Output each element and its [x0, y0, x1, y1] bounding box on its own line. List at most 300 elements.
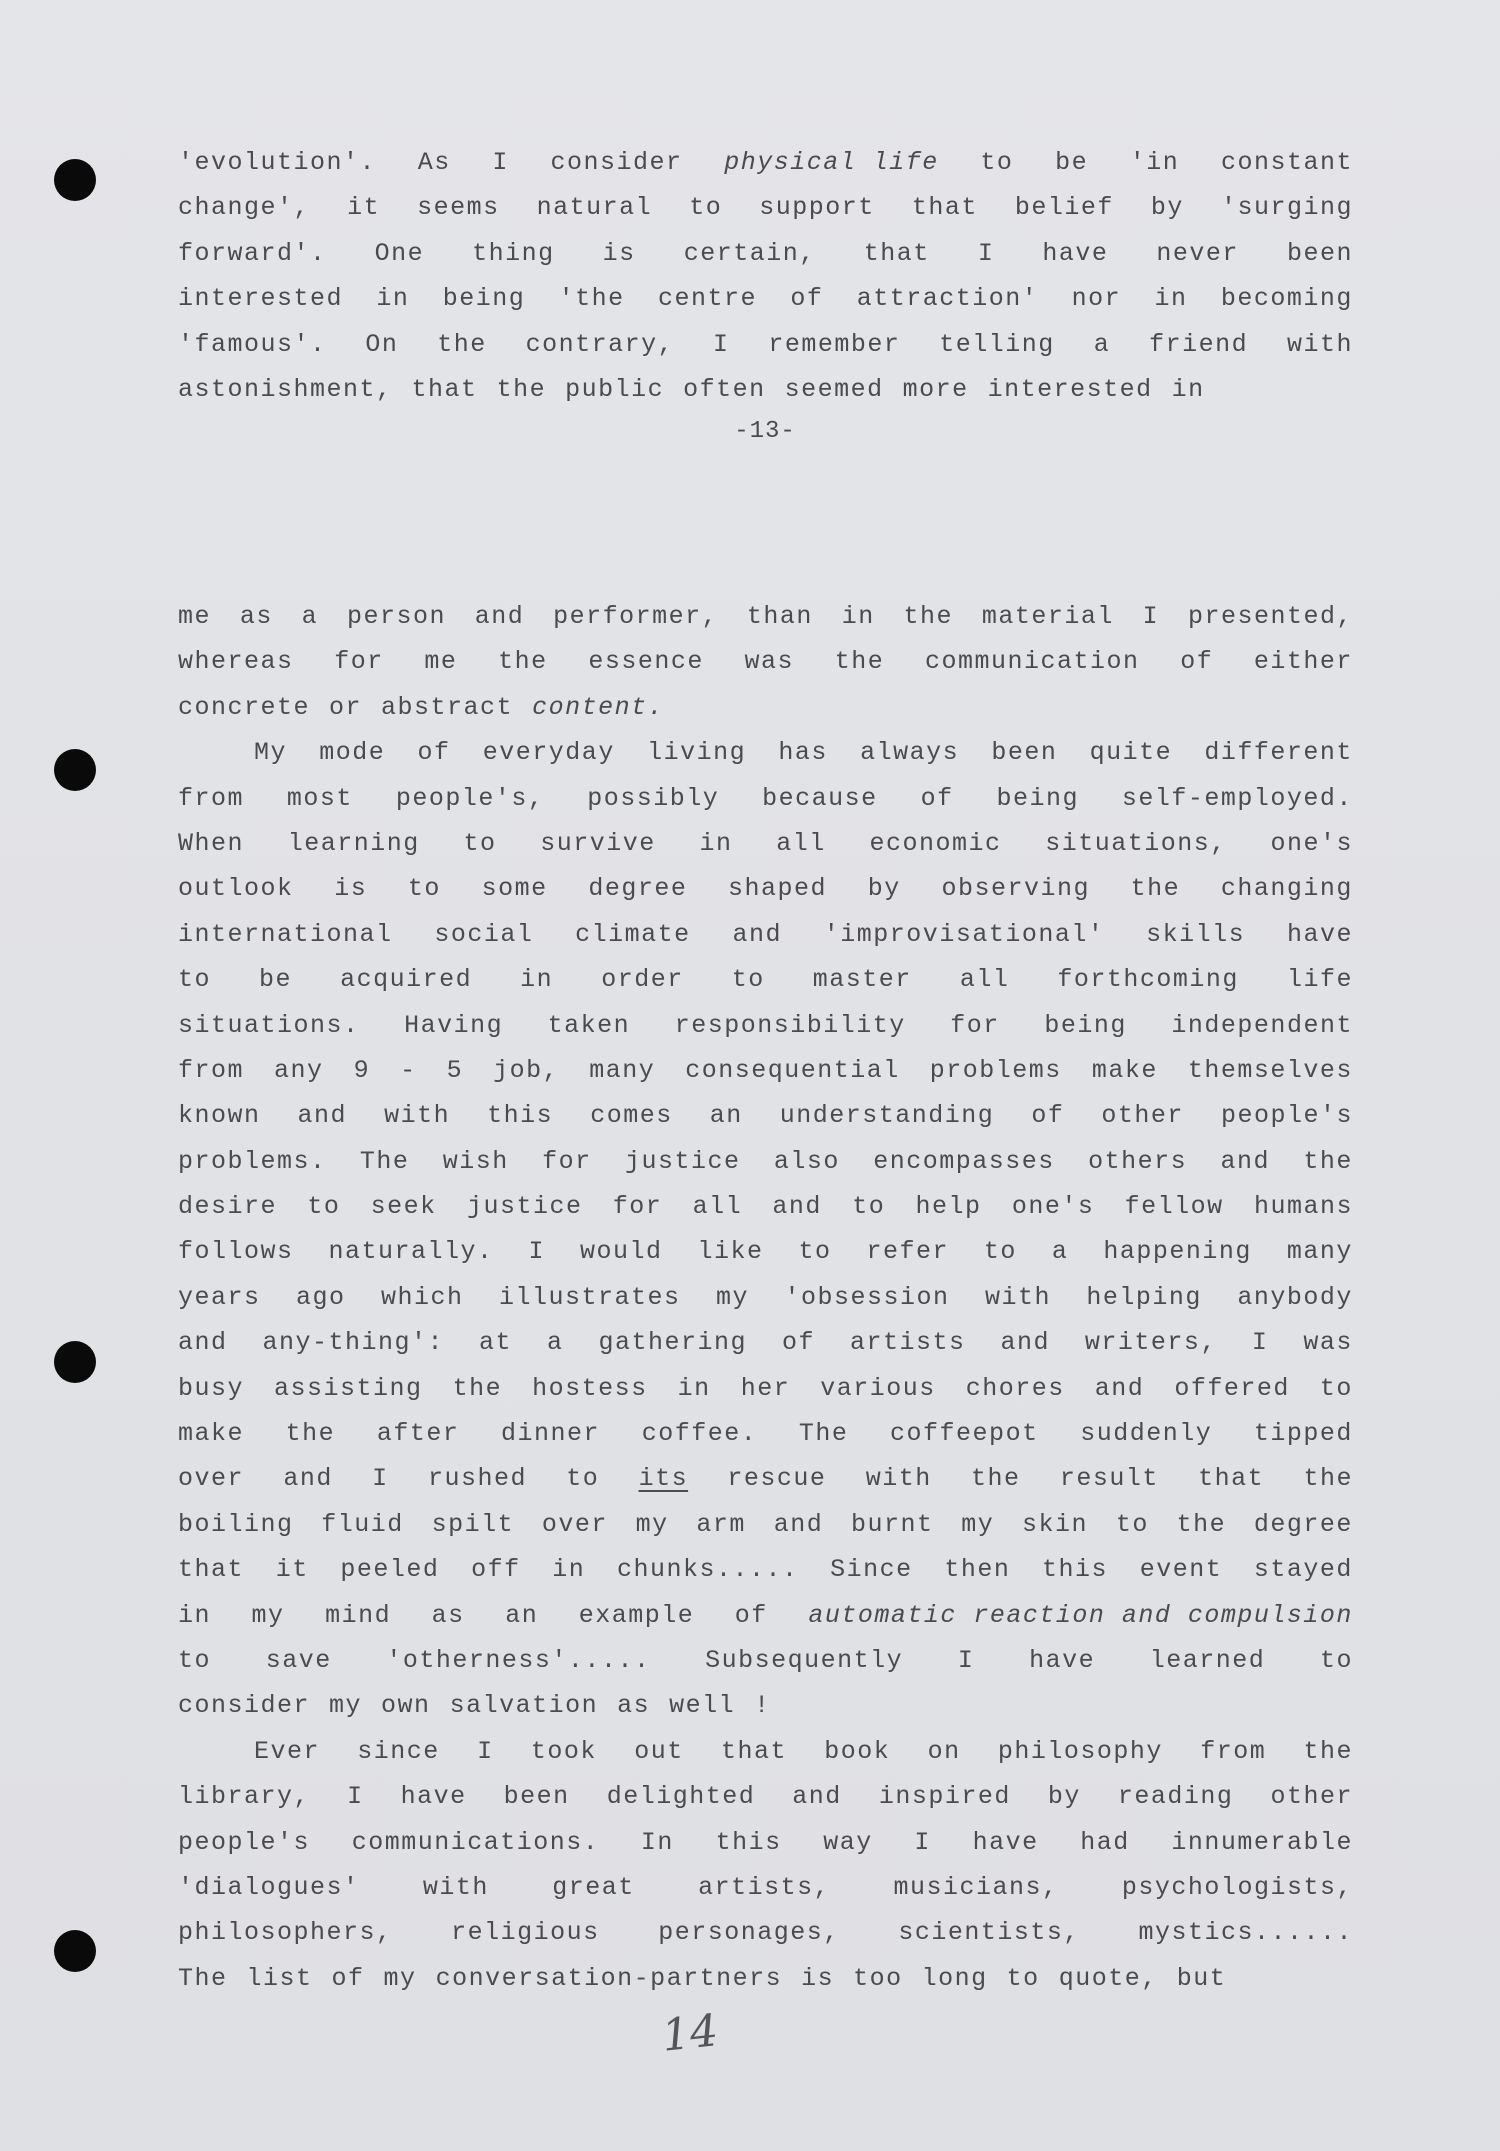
- word: as: [431, 1600, 465, 1630]
- word: I: [528, 1237, 546, 1267]
- word: in: [1154, 284, 1188, 314]
- word: of: [1031, 1101, 1065, 1131]
- word: example: [578, 1600, 695, 1630]
- word: the: [498, 647, 548, 677]
- word: religious: [451, 1918, 600, 1948]
- word: to: [463, 828, 497, 858]
- word: has: [778, 738, 828, 768]
- word: tipped: [1253, 1419, 1353, 1449]
- word: being: [996, 783, 1079, 813]
- word: Ever: [254, 1736, 321, 1766]
- word: book: [824, 1736, 891, 1766]
- word: refer: [866, 1237, 949, 1267]
- word: 'famous'.: [178, 329, 327, 359]
- word: automatic reaction and compulsion: [808, 1600, 1353, 1630]
- word: shaped: [728, 874, 828, 904]
- word: independent: [1171, 1010, 1353, 1040]
- word: 'evolution'.: [178, 148, 377, 177]
- word: nor: [1071, 284, 1122, 314]
- word: desire: [178, 1192, 278, 1222]
- word: well: [669, 1691, 736, 1721]
- word: justice: [466, 1192, 583, 1222]
- word: mystics......: [1138, 1918, 1353, 1948]
- word: was: [744, 647, 795, 677]
- word: I: [957, 1645, 975, 1675]
- text-line: [178, 1275, 1353, 1320]
- word: international: [178, 919, 393, 949]
- word: a: [301, 602, 319, 631]
- word: social: [434, 919, 534, 949]
- word: also: [773, 1146, 840, 1176]
- word: contrary,: [525, 329, 675, 359]
- word: any-thing':: [262, 1328, 445, 1358]
- text-line: [178, 1502, 1353, 1547]
- word: degree: [588, 874, 688, 904]
- text-line: [178, 1638, 1353, 1683]
- word: or: [329, 692, 363, 722]
- word: climate: [575, 919, 691, 949]
- word: themselves: [1187, 1055, 1353, 1085]
- word: gathering: [598, 1328, 747, 1358]
- word: artists: [849, 1328, 966, 1358]
- word: result: [1059, 1464, 1159, 1494]
- word: library,: [178, 1782, 311, 1812]
- text-line: [178, 367, 1353, 412]
- word: master: [812, 965, 912, 995]
- word: mind: [325, 1600, 392, 1630]
- word: the: [496, 374, 547, 404]
- word: as: [239, 602, 273, 631]
- word: its: [638, 1464, 689, 1494]
- word: all: [959, 965, 1010, 995]
- word: I: [977, 238, 995, 268]
- word: boiling: [178, 1509, 294, 1539]
- word: peeled: [340, 1555, 440, 1585]
- text-line: [178, 1139, 1353, 1184]
- word: and: [474, 602, 525, 631]
- word: !: [754, 1691, 771, 1721]
- word: problems.: [178, 1146, 327, 1176]
- word: which: [380, 1282, 464, 1312]
- word: burnt: [850, 1509, 934, 1539]
- word: rushed: [427, 1464, 527, 1494]
- word: it: [275, 1555, 309, 1585]
- word: then: [944, 1555, 1011, 1585]
- word: to: [178, 1645, 212, 1675]
- word: and: [283, 1464, 333, 1494]
- word: by: [867, 874, 901, 904]
- word: encompasses: [873, 1146, 1055, 1176]
- word: The: [798, 1419, 849, 1449]
- word: Subsequently: [705, 1645, 904, 1675]
- word: In: [640, 1827, 674, 1857]
- word: support: [759, 193, 875, 223]
- word: any: [274, 1055, 324, 1085]
- word: in: [520, 965, 554, 995]
- word: person: [346, 602, 446, 631]
- word: other: [1101, 1101, 1184, 1131]
- word: that: [411, 374, 478, 404]
- word: out: [634, 1736, 684, 1766]
- word: problems: [929, 1055, 1062, 1085]
- word: because: [762, 783, 878, 813]
- word: and: [773, 1509, 824, 1539]
- word: suddenly: [1080, 1419, 1213, 1449]
- word: that: [911, 193, 978, 223]
- text-line: [178, 685, 1353, 730]
- word: As: [417, 148, 451, 177]
- word: understanding: [779, 1101, 995, 1131]
- word: my: [961, 1509, 995, 1539]
- word: from: [1200, 1736, 1267, 1766]
- word: happening: [1103, 1237, 1252, 1267]
- word: 'in: [1129, 148, 1180, 177]
- word: seemed: [784, 374, 884, 404]
- word: I: [713, 329, 730, 359]
- word: essence: [588, 647, 704, 677]
- word: to: [178, 965, 212, 995]
- word: with: [865, 1464, 932, 1494]
- word: follows: [178, 1237, 294, 1267]
- word: and: [297, 1101, 348, 1131]
- word: arm: [696, 1509, 746, 1539]
- word: chores: [965, 1373, 1065, 1403]
- word: a: [1051, 1237, 1069, 1267]
- word: interested: [987, 374, 1153, 404]
- word: acquired: [340, 965, 473, 995]
- word: event: [1139, 1555, 1223, 1585]
- word: way: [823, 1827, 873, 1857]
- word: that: [178, 1555, 245, 1585]
- word: artists,: [698, 1872, 831, 1902]
- word: this: [715, 1827, 782, 1857]
- word: by: [1150, 193, 1184, 223]
- word: people's: [178, 1827, 311, 1857]
- word: to: [798, 1237, 832, 1267]
- word: with: [422, 1872, 489, 1902]
- word: and: [1000, 1328, 1050, 1358]
- word: consequential: [685, 1055, 900, 1085]
- word: this: [487, 1101, 554, 1131]
- word: fellow: [1124, 1192, 1224, 1222]
- word: personages,: [658, 1918, 840, 1948]
- word: make: [1091, 1055, 1158, 1085]
- word: in: [552, 1555, 586, 1585]
- word: job,: [493, 1055, 560, 1085]
- word: is: [334, 874, 368, 904]
- word: like: [697, 1237, 764, 1267]
- word: be: [1055, 148, 1089, 177]
- word: more: [902, 374, 969, 404]
- word: many: [589, 1055, 656, 1085]
- word: would: [579, 1237, 663, 1267]
- word: of: [331, 1963, 365, 1993]
- word: than: [746, 602, 813, 631]
- word: to: [1319, 1645, 1353, 1675]
- text-line: [178, 1820, 1353, 1865]
- text-line: [178, 639, 1353, 684]
- word: my: [715, 1282, 749, 1312]
- text-line: [178, 1366, 1353, 1411]
- text-line: [178, 1729, 1353, 1774]
- text-line: [178, 1184, 1353, 1229]
- word: learning: [287, 828, 420, 858]
- word: others: [1088, 1146, 1188, 1176]
- word: help: [915, 1192, 982, 1222]
- word: me: [178, 602, 212, 631]
- word: busy: [178, 1373, 245, 1403]
- word: philosophy: [997, 1736, 1163, 1766]
- word: been: [503, 1782, 570, 1812]
- word: offered: [1174, 1373, 1290, 1403]
- word: from: [178, 1055, 245, 1085]
- word: belief: [1014, 193, 1114, 223]
- word: a: [1093, 329, 1111, 359]
- word: forthcoming: [1057, 965, 1239, 995]
- text-line: [178, 1774, 1353, 1819]
- handwritten-page-number: 14: [659, 2005, 721, 2062]
- word: list: [246, 1963, 313, 1993]
- word: conversation-partners: [435, 1963, 783, 1993]
- word: centre: [658, 284, 758, 314]
- word: of: [920, 783, 954, 813]
- text-line: [178, 1456, 1353, 1501]
- word: inspired: [878, 1782, 1011, 1812]
- word: skin: [1022, 1509, 1089, 1539]
- word: ago: [295, 1282, 346, 1312]
- word: with: [384, 1101, 451, 1131]
- word: responsibility: [674, 1010, 906, 1040]
- word: writers,: [1084, 1328, 1217, 1358]
- word: the: [1176, 1509, 1227, 1539]
- word: various: [820, 1373, 936, 1403]
- word: people's,: [395, 783, 545, 813]
- word: quote,: [1058, 1963, 1158, 1993]
- word: becoming: [1220, 284, 1353, 314]
- word: and: [772, 1192, 822, 1222]
- word: took: [530, 1736, 597, 1766]
- word: Since: [830, 1555, 913, 1585]
- word: great: [552, 1872, 635, 1902]
- text-line: [178, 730, 1353, 775]
- word: humans: [1253, 1192, 1353, 1222]
- word: situations,: [1045, 828, 1227, 858]
- word: for: [542, 1146, 592, 1176]
- word: being: [442, 284, 526, 314]
- word: an: [709, 1101, 743, 1131]
- word: to: [852, 1192, 886, 1222]
- word: remember: [768, 329, 901, 359]
- word: dinner: [501, 1419, 601, 1449]
- word: of: [790, 284, 824, 314]
- text-line: [178, 1683, 1353, 1728]
- word: On: [365, 329, 399, 359]
- word: I: [477, 1736, 494, 1766]
- word: for: [612, 1192, 663, 1222]
- word: of: [781, 1328, 815, 1358]
- word: over: [178, 1464, 245, 1494]
- word: change',: [178, 193, 311, 223]
- word: at: [478, 1328, 512, 1358]
- word: anybody: [1237, 1282, 1353, 1312]
- word: naturally.: [328, 1237, 494, 1267]
- text-line: [178, 866, 1353, 911]
- word: the: [452, 1373, 503, 1403]
- text-line: [178, 1093, 1353, 1138]
- text-line: [178, 1229, 1353, 1274]
- word: seek: [370, 1192, 437, 1222]
- word: as: [617, 1691, 651, 1721]
- word: possibly: [587, 783, 720, 813]
- word: that: [1198, 1464, 1265, 1494]
- word: coffeepot: [890, 1419, 1039, 1449]
- text-line: [178, 821, 1353, 866]
- word: always: [860, 738, 960, 768]
- word: presented,: [1187, 602, 1353, 631]
- word: and: [732, 919, 782, 949]
- text-line: [178, 1048, 1353, 1093]
- word: my: [635, 1509, 669, 1539]
- word: life: [1286, 965, 1353, 995]
- text-line: [178, 1593, 1353, 1638]
- word: that: [863, 238, 930, 268]
- text-line: [178, 1910, 1353, 1955]
- word: degree: [1253, 1509, 1353, 1539]
- word: hostess: [532, 1373, 648, 1403]
- word: over: [541, 1509, 608, 1539]
- word: helping: [1086, 1282, 1202, 1312]
- word: in: [841, 602, 875, 631]
- word: a: [546, 1328, 564, 1358]
- word: self-employed.: [1121, 783, 1353, 813]
- word: changing: [1220, 874, 1353, 904]
- word: Having: [404, 1010, 504, 1040]
- word: to: [1115, 1509, 1149, 1539]
- word: My: [254, 738, 288, 768]
- word: different: [1204, 738, 1353, 768]
- word: of: [417, 738, 451, 768]
- word: I: [372, 1464, 389, 1494]
- word: and: [178, 1328, 228, 1358]
- punch-hole: [54, 1930, 96, 1972]
- text-line: [178, 1411, 1353, 1456]
- word: reading: [1117, 1782, 1234, 1812]
- punch-hole: [54, 159, 96, 201]
- text-line: [178, 1003, 1353, 1048]
- word: I: [1142, 602, 1160, 631]
- word: 'improvisational': [823, 919, 1105, 949]
- word: many: [1286, 1237, 1353, 1267]
- word: known: [178, 1101, 261, 1131]
- word: too: [853, 1963, 903, 1993]
- word: the: [971, 1464, 1021, 1494]
- word: rescue: [727, 1464, 827, 1494]
- word: I: [914, 1827, 931, 1857]
- word: to: [983, 1237, 1017, 1267]
- word: to: [407, 874, 441, 904]
- text-line: [178, 185, 1353, 230]
- word: communication: [924, 647, 1140, 677]
- word: have: [400, 1782, 467, 1812]
- word: taken: [547, 1010, 631, 1040]
- word: 5: [446, 1055, 464, 1085]
- word: -: [400, 1055, 417, 1085]
- word: everyday: [482, 738, 615, 768]
- word: illustrates: [498, 1282, 681, 1312]
- word: most: [286, 783, 353, 813]
- punch-hole: [54, 749, 96, 791]
- text-line: [178, 1865, 1353, 1910]
- word: her: [740, 1373, 791, 1403]
- word: all: [776, 828, 826, 858]
- word: forward'.: [178, 238, 327, 268]
- word: in: [699, 828, 733, 858]
- word: being: [1044, 1010, 1127, 1040]
- word: abstract: [381, 692, 514, 722]
- text-line: [178, 957, 1353, 1002]
- word: own: [381, 1691, 431, 1721]
- word: to: [1006, 1963, 1040, 1993]
- word: mode: [319, 738, 386, 768]
- word: to: [689, 193, 723, 223]
- text-line: [178, 276, 1353, 321]
- word: astonishment,: [178, 374, 393, 404]
- word: One: [374, 238, 425, 268]
- word: save: [265, 1645, 332, 1675]
- word: have: [972, 1827, 1039, 1857]
- text-line: [178, 1320, 1353, 1365]
- word: stayed: [1253, 1555, 1353, 1585]
- word: some: [481, 874, 548, 904]
- word: in: [677, 1373, 711, 1403]
- word: the: [834, 647, 885, 677]
- word: in: [1171, 374, 1205, 404]
- page-number: -13-: [734, 418, 796, 445]
- word: often: [683, 374, 766, 404]
- word: assisting: [274, 1373, 423, 1403]
- word: The: [178, 1963, 228, 1993]
- punch-hole: [54, 1341, 96, 1383]
- word: friend: [1149, 329, 1249, 359]
- word: had: [1080, 1827, 1130, 1857]
- word: the: [903, 602, 954, 631]
- word: be: [259, 965, 293, 995]
- word: with: [1286, 329, 1353, 359]
- word: for: [950, 1010, 1000, 1040]
- word: attraction': [856, 284, 1039, 314]
- word: learned: [1149, 1645, 1266, 1675]
- word: performer,: [553, 602, 719, 631]
- word: economic: [869, 828, 1002, 858]
- word: scientists,: [898, 1918, 1080, 1948]
- word: have: [1029, 1645, 1096, 1675]
- word: been: [991, 738, 1058, 768]
- word: consider: [178, 1691, 311, 1721]
- word: content.: [532, 692, 665, 722]
- word: to: [731, 965, 765, 995]
- word: this: [1042, 1555, 1109, 1585]
- word: long: [921, 1963, 988, 1993]
- word: was: [1303, 1328, 1353, 1358]
- word: delighted: [606, 1782, 756, 1812]
- word: my: [383, 1963, 417, 1993]
- word: my: [329, 1691, 363, 1721]
- word: constant: [1220, 148, 1353, 177]
- word: whereas: [178, 647, 294, 677]
- word: public: [565, 374, 665, 404]
- word: When: [178, 828, 245, 858]
- word: I: [347, 1782, 364, 1812]
